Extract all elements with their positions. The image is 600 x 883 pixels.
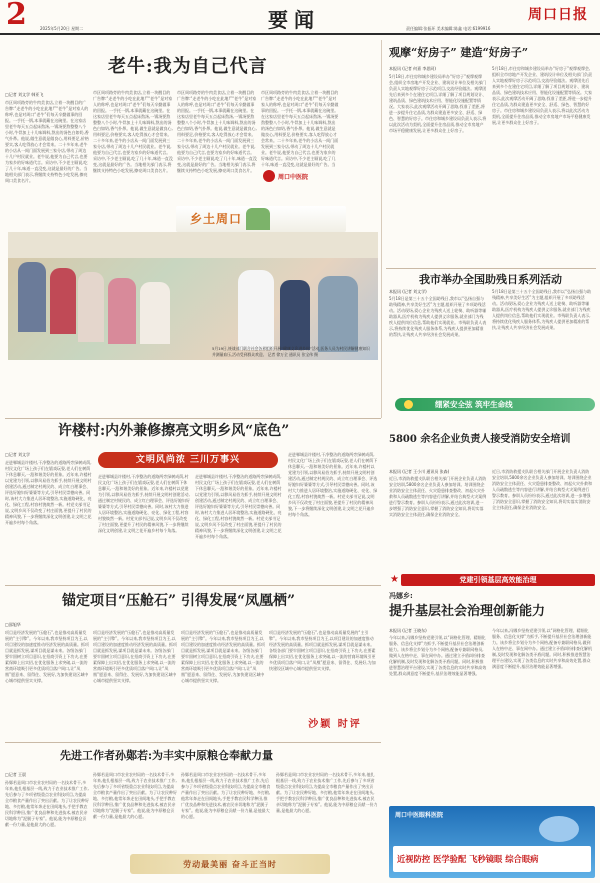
body-xiaofang-col2: 近日,市消防救援支队联合相关部门开展企业负责人消防安全培训,5800余名企业负责人参加培训。培训围绕企业消防安全主体责任、火灾隐患排查整改、初起火灾扑救和人员疏散逃生等内容进行讲解,并结合典型火灾案例进行警示教育。参训人员纷纷表示,通过此次培训,进一步增强了消防安全意识,掌握了消防安全知识,将切实落实消防安全主体责任,确保企业消防安全。 (492, 469, 592, 510)
body-xulou-col3: 走进郸城县许楼村,干净整洁的道路两旁绿树成荫,村民文化广场上孩子们在嬉戏玩耍,老人们在树荫下休息聊天,一派和谐美好的景象。近年来,许楼村以党建为引领,以移风易俗为抓手,持续开展文明村创建活动,通过制定村规民约、成立红白理事会、评选好媳妇好婆婆等方式,引导村民崇德向善。同时,该村大力推进人居环境整治,实施道路硬化、亮化、绿化工程,村容村貌焕然一新。村党支部书记说,文明乡风不仅改变了村庄面貌,更提升了村民的精神风貌,下一步将继续深化文明创建,让文明之花开遍乡村每个角落。 (195, 474, 282, 539)
banner-dangjian (401, 574, 595, 586)
body-sunmaozhu-col2: 孙鄚若是周口市农业农村局的一名技术骨干,多年来,他扎根基层一线,致力于农业技术推广工作,先后参与了多项省级重点农业科技项目,为提高全市粮食产量作出了突出贡献。为了让农民种好地、多打粮,他常年奔走在田间地头,手把手教农民科学种田,推广优良品种和先进技术,被农民亲切地称为“泥腿子专家”。他说,能为中原粮仓贡献一份力量,是他最大的心愿。 (93, 772, 177, 819)
byline-xiaofang: 本报讯 (记者 王小川 通讯员 张森) (389, 469, 450, 474)
column-tag-text: 沙颖 时评 (308, 719, 362, 730)
byline-guanmo: 本报讯 (记者 何嘉 李思同) (389, 66, 436, 71)
rule-right-1 (386, 268, 596, 269)
photo-caption: 5月19日,统战部门联合社会各界组织开展“健康义诊进乡村”活动,医务人员为村民讲解健康知识并测量血压,活动受到群众欢迎。 记者 徐万全 通讯员 张宝伟 摄 (212, 346, 370, 357)
body-jiceng-col1: 今年以来,冯娜乡坚持党建引领,以“网格化管理、精细化服务、信息化支撑”为抓手,不断提升基层社会治理创新能力。该乡将全乡划分为多个网格,配备专兼职网格员,做到人在格中走、事在网中办。通过建立矛盾纠纷排查化解机制,及时发现和化解各类矛盾问题。同时,积极推进智慧治理平台建设,实现了各类信息的实时共享和高效处置,群众满意度不断提升,基层治理效能显著增强。 (389, 635, 487, 676)
news-photo (8, 232, 378, 360)
ad-banner[interactable] (389, 806, 595, 878)
body-xulou-col1: 走进郸城县许楼村,干净整洁的道路两旁绿树成荫,村民文化广场上孩子们在嬉戏玩耍,老人们在树荫下休息聊天,一派和谐美好的景象。近年来,许楼村以党建为引领,以移风易俗为抓手,持续开展文明村创建活动,通过制定村规民约、成立红白理事会、评选好媳妇好婆婆等方式,引导村民崇德向善。同时,该村大力推进人居环境整治,实施道路硬化、亮化、绿化工程,村容村貌焕然一新。村党支部书记说,文明乡风不仅改变了村庄面貌,更提升了村民的精神风貌,下一步将继续深化文明创建,让文明之花开遍乡村每个角落。 (5, 460, 92, 525)
page-number: 2 (6, 0, 27, 32)
body-zhucan-col2: 5月18日是第三十五个全国助残日,我市以“弘扬自强与助残精神,共享美好生活”为主题,组织开展了多项助残活动。活动现场,爱心企业为残疾人送上轮椅、助听器等辅助器具,医疗机构为残疾人提供义诊服务,就业部门为残疾人提供岗位信息,帮助他们实现就业。市残联负责人表示,将持续优化残疾人服务体系,为残疾人提供更加精准的帮扶,让残疾人共享经济社会发展成果。 (492, 289, 591, 330)
editor-info: 责任编辑:张振环 美术编辑:陈鑫 电话:6199916 (406, 26, 491, 31)
byline-zhucan: 本报讯 (记者 刘文学) (389, 289, 427, 294)
body-sunmaozhu-col3: 孙鄚若是周口市农业农村局的一名技术骨干,多年来,他扎根基层一线,致力于农业技术推广工作,先后参与了多项省级重点农业科技项目,为提高全市粮食产量作出了突出贡献。为了让农民种好地、多打粮,他常年奔走在田间地头,手把手教农民科学种田,推广优良品种和先进技术,被农民亲切地称为“泥腿子专家”。他说,能为中原粮仓贡献一份力量,是他最大的心愿。 (181, 772, 271, 819)
headline-maoding: 锚定项目“压舱石” 引得发展“凤凰栖” (62, 593, 296, 609)
byline-sunmaozhu: □记者 王晨 (5, 772, 27, 777)
section-title: 要闻 (268, 8, 320, 32)
banner-anquan-text: 绷紧安全弦 筑牢生命线 (435, 400, 513, 409)
headline-zhucan: 我市举办全国助残日系列活动 (419, 273, 562, 286)
headline-jiceng: 提升基层社会治理创新能力 (389, 604, 546, 619)
banner-xulou (98, 452, 278, 468)
headline-guanmo: 观摩“好房子” 建造“好房子” (389, 46, 529, 59)
photo-logo: 乡土周口 (190, 212, 243, 226)
byline-maoding: □邵旭华 (5, 622, 21, 627)
body-sunmaozhu-col4: 孙鄚若是周口市农业农村局的一名技术骨干,多年来,他扎根基层一线,致力于农业技术推广工作,先后参与了多项省级重点农业科技项目,为提高全市粮食产量作出了突出贡献。为了让农民种好地、多打粮,他常年奔走在田间地头,手把手教农民科学种田,推广优良品种和先进技术,被农民亲切地称为“泥腿子专家”。他说,能为中原粮仓贡献一份力量,是他最大的心愿。 (276, 772, 378, 813)
header-rule (0, 33, 600, 35)
photo-banner-graphic (176, 206, 346, 232)
body-laoniu-col4: 市区周项路旁的牛肉美食店,立着一块醒目的广告牌:“走老牛的小吃在此地!”“老牛”是对家人的称呼,也是对周口“老牛”们每天辛勤做事的回报。一手托一锅,本事就藏在这碗里。在这家店里老牛每天五点起床熬汤,一锅汤要熬整整八个小时,牛骨加上十几味调料,熬出的汤色白如奶,香气扑鼻。他说,做生意就是做良心,用料要足,价格要实,客人吃得放心才会常来。二十多年来,老牛的小店从一间门面发展到三家分店,带动了周边十几户村民就业。老牛说,他要为自己代言,也要为家乡的好味道代言。采访中,不少老主顾说,吃了几十年,味道一直没变,这就是最好的广告。当 (261, 90, 339, 167)
headline-xulou: 许楼村:内外兼修擦亮文明乡风“底色” (58, 423, 290, 439)
body-laoniu-col1: 市区周项路旁的牛肉美食店,立着一块醒目的广告牌:“走老牛的小吃在此地!”“老牛”是对家人的称呼,也是对周口“老牛”们每天辛勤做事的回报。一手托一锅,本事就藏在这碗里。在这家店里老牛每天五点起床熬汤,一锅汤要熬整整八个小时,牛骨加上十几味调料,熬出的汤色白如奶,香气扑鼻。他说,做生意就是做良心,用料要足,价格要实,客人吃得放心才会常来。二十多年来,老牛的小店从一间门面发展到三家分店,带动了周边十几户村民就业。老牛说,他要为自己代言,也要为家乡的好味道代言。采访中,不少老主顾说,吃了几十年,味道一直没变,这就是最好的广告。当地相关部门表示,将继续支持特色小吃发展,擦亮周口美食名片。 (5, 100, 89, 183)
banner-dangjian-text: 党建引领基层高效能治理 (459, 575, 537, 584)
body-zhucan-col1: 5月18日是第三十五个全国助残日,我市以“弘扬自强与助残精神,共享美好生活”为主题,组织开展了多项助残活动。活动现场,爱心企业为残疾人送上轮椅、助听器等辅助器具,医疗机构为残疾人提供义诊服务,就业部门为残疾人提供岗位信息,帮助他们实现就业。市残联负责人表示,将持续优化残疾人服务体系,为残疾人提供更加精准的帮扶,让残疾人共享经济社会发展成果。 (389, 296, 487, 337)
body-xiaofang-col1: 近日,市消防救援支队联合相关部门开展企业负责人消防安全培训,5800余名企业负责人参加培训。培训围绕企业消防安全主体责任、火灾隐患排查整改、初起火灾扑救和人员疏散逃生等内容进行讲解,并结合典型火灾案例进行警示教育。参训人员纷纷表示,通过此次培训,进一步增强了消防安全意识,掌握了消防安全知识,将切实落实消防安全主体责任,确保企业消防安全。 (389, 476, 487, 517)
body-sunmaozhu-col1: 孙鄚若是周口市农业农村局的一名技术骨干,多年来,他扎根基层一线,致力于农业技术推广工作,先后参与了多项省级重点农业科技项目,为提高全市粮食产量作出了突出贡献。为了让农民种好地、多打粮,他常年奔走在田间地头,手把手教农民科学种田,推广优良品种和先进技术,被农民亲切地称为“泥腿子专家”。他说,能为中原粮仓贡献一份力量,是他最大的心愿。 (5, 780, 89, 827)
body-maoding-col2: 项目是经济发展的“压舱石”,也是推动高质量发展的“主引擎”。今年以来,我市坚持项目为王,以项目建设的加速度推动经济发展的高质量。抓项目就是抓发展,谋项目就是谋未来。各级各部门要牢固树立项目意识,在招商引资上下功夫,在要素保障上出实招,在优化服务上求突破,以一流的营商环境吸引更多优质项目落户周口,让“凤凰”愿意来、留得住、发展好,为加快建设区域中心城市提供坚实支撑。 (93, 630, 177, 683)
party-star-icon: ★ (390, 574, 399, 585)
banner-xulou-text: 文明风尚浓 三川万事兴 (135, 455, 241, 465)
body-jiceng-col2: 今年以来,冯娜乡坚持党建引领,以“网格化管理、精细化服务、信息化支撑”为抓手,不断提升基层社会治理创新能力。该乡将全乡划分为多个网格,配备专兼职网格员,做到人在格中走、事在网中办。通过建立矛盾纠纷排查化解机制,及时发现和化解各类矛盾问题。同时,积极推进智慧治理平台建设,实现了各类信息的实时共享和高效处置,群众满意度不断提升,基层治理效能显著增强。 (492, 628, 592, 669)
column-divider (381, 40, 382, 418)
ad-eye-graphic (539, 816, 579, 842)
body-maoding-col4: 项目是经济发展的“压舱石”,也是推动高质量发展的“主引擎”。今年以来,我市坚持项目为王,以项目建设的加速度推动经济发展的高质量。抓项目就是抓发展,谋项目就是谋未来。各级各部门要牢固树立项目意识,在招商引资上下功夫,在要素保障上出实招,在优化服务上求突破,以一流的营商环境吸引更多优质项目落户周口,让“凤凰”愿意来、留得住、发展好,为加快建设区域中心城市提供坚实支撑。 (269, 630, 376, 671)
body-guanmo-col1: 5月18日,市住房和城乡建设局举办“好房子”观摩观摩会,组织全市房地产开发企业、建筑设计单位及相关部门负责人实地观摩好房子示范项目,交流经验做法。观摩团先后来到多个在建住宅项目,详细了解了项目规划设计、建筑品质、绿色建筑技术应用、智能化设施配置等情况。大家表示,此次观摩活动开阔了思路,找准了差距,将进一步提升住宅品质,为群众建造更多安全、舒适、绿色、智慧的好房子。市住房和城乡建设局负责人表示,将以此次活动为契机,全面提升住房品质,推动全市房地产市场平稳健康发展,让更多群众住上好房子。 (389, 74, 487, 133)
issue-date: 2025年5月20日 星期二 (40, 26, 84, 31)
banner-laodong (130, 854, 330, 874)
rule-mid-3 (5, 742, 381, 743)
body-xulou-col4: 走进郸城县许楼村,干净整洁的道路两旁绿树成荫,村民文化广场上孩子们在嬉戏玩耍,老人们在树荫下休息聊天,一派和谐美好的景象。近年来,许楼村以党建为引领,以移风易俗为抓手,持续开展文明村创建活动,通过制定村规民约、成立红白理事会、评选好媳妇好婆婆等方式,引导村民崇德向善。同时,该村大力推进人居环境整治,实施道路硬化、亮化、绿化工程,村容村貌焕然一新。村党支部书记说,文明乡风不仅改变了村庄面貌,更提升了村民的精神风貌,下一步将继续深化文明创建,让文明之花开遍乡村每个角落。 (288, 452, 378, 517)
paper-logo: 周口日报 (528, 7, 588, 23)
body-laoniu-col2: 市区周项路旁的牛肉美食店,立着一块醒目的广告牌:“走老牛的小吃在此地!”“老牛”是对家人的称呼,也是对周口“老牛”们每天辛勤做事的回报。一手托一锅,本事就藏在这碗里。在这家店里老牛每天五点起床熬汤,一锅汤要熬整整八个小时,牛骨加上十几味调料,熬出的汤色白如奶,香气扑鼻。他说,做生意就是做良心,用料要足,价格要实,客人吃得放心才会常来。二十多年来,老牛的小店从一间门面发展到三家分店,带动了周边十几户村民就业。老牛说,他要为自己代言,也要为家乡的好味道代言。采访中,不少老主顾说,吃了几十年,味道一直没变,这就是最好的广告。当地相关部门表示,将继续支持特色小吃发展,擦亮周口美食名片。 (93, 90, 173, 173)
kicker-jiceng: 冯娜乡: (389, 592, 413, 600)
banner-laodong-text: 劳动最美丽 奋斗正当时 (183, 859, 277, 869)
byline-xulou: □记者 刘文学 (5, 452, 31, 457)
headline-laoniu: 老牛:我为自己代言 (108, 56, 268, 77)
byline-jiceng: 本报讯 (记者 王晓东) (389, 628, 427, 633)
byline-laoniu: □记者 刘文学 韩亚飞 (5, 92, 44, 97)
body-maoding-col3: 项目是经济发展的“压舱石”,也是推动高质量发展的“主引擎”。今年以来,我市坚持项目为王,以项目建设的加速度推动经济发展的高质量。抓项目就是抓发展,谋项目就是谋未来。各级各部门要牢固树立项目意识,在招商引资上下功夫,在要素保障上出实招,在优化服务上求突破,以一流的营商环境吸引更多优质项目落户周口,让“凤凰”愿意来、留得住、发展好,为加快建设区域中心城市提供坚实支撑。 (181, 630, 265, 683)
body-laoniu-col3: 市区周项路旁的牛肉美食店,立着一块醒目的广告牌:“走老牛的小吃在此地!”“老牛”是对家人的称呼,也是对周口“老牛”们每天辛勤做事的回报。一手托一锅,本事就藏在这碗里。在这家店里老牛每天五点起床熬汤,一锅汤要熬整整八个小时,牛骨加上十几味调料,熬出的汤色白如奶,香气扑鼻。他说,做生意就是做良心,用料要足,价格要实,客人吃得放心才会常来。二十多年来,老牛的小店从一间门面发展到三家分店,带动了周边十几户村民就业。老牛说,他要为自己代言,也要为家乡的好味道代言。采访中,不少老主顾说,吃了几十年,味道一直没变,这就是最好的广告。当地相关部门表示,将继续支持特色小吃发展,擦亮周口美食名片。 (177, 90, 257, 173)
headline-sunmaozhu: 先进工作者孙鄚若:为丰实中原粮仓奉献力量 (60, 749, 274, 762)
ad-sponsor: 周口中医眼科医院 (395, 812, 444, 819)
body-xulou-col2: 走进郸城县许楼村,干净整洁的道路两旁绿树成荫,村民文化广场上孩子们在嬉戏玩耍,老人们在树荫下休息聊天,一派和谐美好的景象。近年来,许楼村以党建为引领,以移风易俗为抓手,持续开展文明村创建活动,通过制定村规民约、成立红白理事会、评选好媳妇好婆婆等方式,引导村民崇德向善。同时,该村大力推进人居环境整治,实施道路硬化、亮化、绿化工程,村容村貌焕然一新。村党支部书记说,文明乡风不仅改变了村庄面貌,更提升了村民的精神风貌,下一步将继续深化文明创建,让文明之花开遍乡村每个角落。 (98, 474, 190, 533)
rule-mid-1 (5, 418, 381, 419)
body-guanmo-col2: 5月18日,市住房和城乡建设局举办“好房子”观摩观摩会,组织全市房地产开发企业、建筑设计单位及相关部门负责人实地观摩好房子示范项目,交流经验做法。观摩团先后来到多个在建住宅项目,详细了解了项目规划设计、建筑品质、绿色建筑技术应用、智能化设施配置等情况。大家表示,此次观摩活动开阔了思路,找准了差距,将进一步提升住宅品质,为群众建造更多安全、舒适、绿色、智慧的好房子。市住房和城乡建设局负责人表示,将以此次活动为契机,全面提升住房品质,推动全市房地产市场平稳健康发展,让更多群众住上好房子。 (492, 66, 592, 125)
hospital-emblem-icon (263, 170, 275, 182)
headline-xiaofang: 5800 余名企业负责人接受消防安全培训 (389, 434, 571, 445)
body-maoding-col1: 项目是经济发展的“压舱石”,也是推动高质量发展的“主引擎”。今年以来,我市坚持项目为王,以项目建设的加速度推动经济发展的高质量。抓项目就是抓发展,谋项目就是谋未来。各级各部门要牢固树立项目意识,在招商引资上下功夫,在要素保障上出实招,在优化服务上求突破,以一流的营商环境吸引更多优质项目落户周口,让“凤凰”愿意来、留得住、发展好,为加快建设区域中心城市提供坚实支撑。 (5, 630, 89, 683)
ad-text: 近视防控 医学验配 飞秒镜眼 综合眼病 (397, 854, 539, 864)
photo-sponsor: 周口中医院 (278, 174, 309, 181)
column-tag-shaying (295, 716, 375, 734)
safety-badge-icon (404, 400, 413, 409)
banner-anquan (395, 398, 595, 411)
house-graphic (246, 208, 270, 230)
rule-mid-2 (5, 585, 381, 586)
